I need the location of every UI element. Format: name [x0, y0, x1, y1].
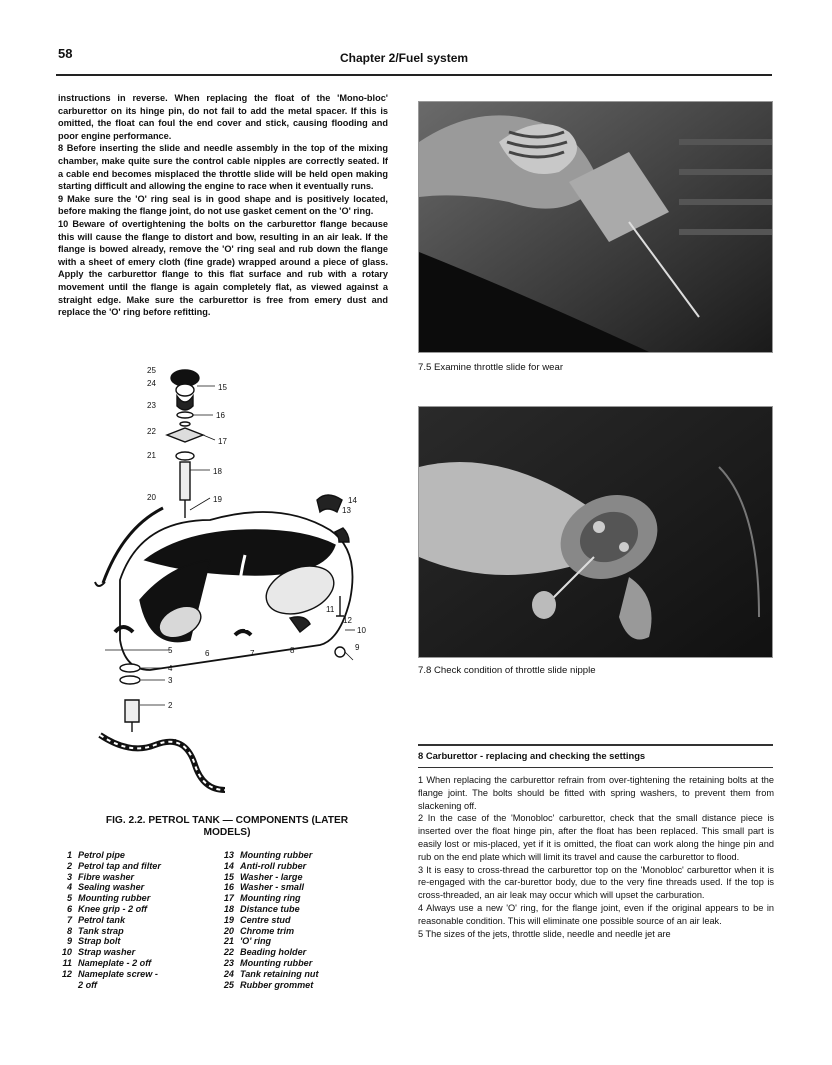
header-rule [56, 74, 772, 76]
legend-item [58, 850, 228, 861]
legend-item [58, 915, 228, 926]
legend-item [220, 861, 390, 872]
washer-small-part [180, 422, 190, 426]
legend-item [220, 915, 390, 926]
legend-label: Tank retaining nut [240, 968, 319, 979]
legend-label: Washer - large [240, 871, 303, 882]
legend-label: Tank strap [78, 925, 124, 936]
legend-label: Beading holder [240, 947, 307, 958]
callout-label: 11 [326, 605, 335, 614]
callout-label: 20 [147, 493, 156, 502]
o-ring-part [176, 452, 194, 460]
legend-number: 7 [66, 914, 72, 925]
paragraph: 3 It is easy to cross-thread the carburettor top on the 'Monobloc' carburettor when it is re-engaged with the car-burettor body, due to the very fine threads used. If the top is cross-threaded, an air leak may occur which will upset the carburation. [418, 864, 774, 901]
figure-title: FIG. 2.2. PETROL TANK — COMPONENTS (LATER MODELS) [105, 815, 349, 838]
paragraph: 1 When replacing the carburettor refrain from over-tightening the retaining bolts at the flange joint. The bolts should be fitted with spring washers, to prevent them from slackening off. [418, 775, 774, 811]
petrol-tank-exploded-diagram [85, 360, 385, 800]
paragraph: 5 The sizes of the jets, throttle slide, needle and needle jet are [418, 928, 671, 939]
distance-tube-part [180, 462, 190, 500]
paragraph: 4 Always use a new 'O' ring, for the flange joint, even if the original appears to be in reasonable condition. This will eliminate one possible source of an air leak. [418, 902, 774, 926]
legend-label: Chrome trim [240, 925, 295, 936]
callout-label: 22 [147, 427, 156, 436]
legend-item [58, 893, 228, 904]
beading-holder-part [167, 428, 203, 442]
page-number: 58 [58, 46, 73, 61]
legend-number: 14 [223, 860, 234, 871]
photo1-caption: 7.5 Examine throttle slide for wear [418, 362, 564, 373]
legend-item [220, 936, 390, 947]
legend-number: 20 [223, 925, 234, 936]
legend-item [220, 947, 390, 958]
legend-item [58, 980, 228, 991]
legend-label: Mounting rubber [240, 957, 313, 968]
callout-label: 4 [168, 664, 173, 673]
figure-legend-left [58, 850, 228, 990]
legend-number: 5 [66, 893, 72, 904]
legend-number: 3 [66, 871, 72, 882]
legend-label: Nameplate screw - [78, 968, 158, 979]
legend-label: Centre stud [240, 914, 291, 925]
legend-item [58, 969, 228, 980]
callout-label: 16 [216, 411, 225, 420]
legend-item [220, 958, 390, 969]
paragraph: 8 Before inserting the slide and needle assembly in the top of the mixing chamber, make quite sure the control cable nipples are correctly seated. If a cable end becomes misplaced the throttle slide will be held open making starting difficult and allowing the engine to race when it eventually runs. [58, 143, 388, 192]
mounting-rubber-part [177, 396, 193, 410]
legend-item [58, 936, 228, 947]
legend-number: 25 [223, 979, 234, 990]
paragraph: 2 In the case of the 'Monobloc' carburettor, check that the small distance piece is inserted over the float hinge pin, after the float has been replaced. This small part is easily lost or mis-placed, yet if it is omitted, the float can work along the hinge pin and rub on the end plate which will limit its travel and cause the carburettor to flood. [418, 813, 774, 862]
legend-item [220, 882, 390, 893]
legend-label: Sealing washer [78, 882, 145, 893]
legend-label: Mounting rubber [78, 893, 151, 904]
legend-label: Washer - small [240, 882, 305, 893]
tank-badge: BSA [245, 622, 265, 632]
section-rule-top [418, 744, 773, 746]
legend-number: 13 [223, 850, 234, 860]
callout-label: 3 [168, 676, 173, 685]
legend-label: Petrol tank [78, 914, 125, 925]
legend-number: 15 [223, 871, 234, 882]
section-heading: 8 Carburettor - replacing and checking the settings [418, 750, 646, 761]
legend-number: 11 [62, 957, 72, 968]
legend-item [220, 872, 390, 883]
callout-label: 15 [218, 383, 227, 392]
callout-label: 5 [168, 646, 173, 655]
paragraph: 9 Make sure the 'O' ring seal is in good shape and is positively located, before making the flange joint, do not use gasket cement on the 'O' ring. [58, 193, 388, 217]
callout-label: 25 [147, 366, 156, 375]
legend-number: 12 [61, 968, 72, 979]
legend-item [58, 861, 228, 872]
retaining-nut-part [176, 384, 194, 396]
legend-label: Mounting rubber [240, 850, 313, 860]
legend-label: Petrol tap and filter [78, 860, 161, 871]
legend-item [220, 893, 390, 904]
washer-large-part [177, 412, 193, 418]
callout-label: 18 [213, 467, 222, 476]
callout-label: 17 [218, 437, 227, 446]
legend-label: Petrol pipe [78, 850, 125, 860]
callout-label: 21 [147, 451, 156, 460]
section8-body-text [418, 774, 774, 940]
legend-item [58, 958, 228, 969]
callout-label: 9 [355, 643, 360, 652]
legend-label: Mounting ring [240, 893, 301, 904]
legend-number: 21 [223, 936, 234, 947]
legend-label: Fibre washer [78, 871, 135, 882]
legend-number: 23 [223, 957, 234, 968]
legend-label: Nameplate - 2 off [78, 957, 152, 968]
legend-item [220, 926, 390, 937]
legend-item [58, 947, 228, 958]
photo-throttle-slide [418, 101, 773, 353]
left-body-text [58, 92, 388, 319]
figure-legend-right [220, 850, 390, 990]
legend-number: 1 [66, 850, 72, 860]
legend-label: Strap bolt [78, 936, 121, 947]
legend-number: 22 [223, 947, 234, 958]
legend-label: Strap washer [78, 947, 136, 958]
legend-label: Distance tube [240, 903, 300, 914]
legend-number: 10 [61, 947, 72, 958]
paragraph: 10 Beware of overtightening the bolts on the carburettor flange because this will cause the flange to distort and bow, resulting in an air leak. If the flange is bowed already, remove the 'O' ring seal and rub down the flange with a sheet of emery cloth (fine grade) wrapped around a piece of glass. Apply the carburettor flange to this flat surface and rub with a rotary movement until the flange is again completely flat, as viewed against a straight edge. Make sure the carburettor is free from emery dust and replace the 'O' ring before refitting. [58, 218, 388, 318]
callout-label: 24 [147, 379, 156, 388]
legend-item [58, 904, 228, 915]
callout-label: 7 [250, 649, 255, 658]
legend-label: Knee grip - 2 off [78, 903, 148, 914]
callout-label: 10 [357, 626, 366, 635]
callout-label: 2 [168, 701, 173, 710]
legend-number: 17 [223, 893, 234, 904]
legend-item [220, 850, 390, 861]
callout-label: 8 [290, 646, 295, 655]
legend-number: 9 [66, 936, 72, 947]
callout-label: 14 [348, 496, 357, 505]
legend-number: 4 [66, 882, 72, 893]
callout-label: 23 [147, 401, 156, 410]
legend-label: Rubber grommet [240, 979, 314, 990]
legend-number: 2 [66, 860, 72, 871]
legend-number: 18 [223, 903, 234, 914]
chapter-title: Chapter 2/Fuel system [340, 51, 469, 65]
legend-number: 19 [223, 914, 234, 925]
legend-item [58, 926, 228, 937]
legend-item [58, 882, 228, 893]
section-rule-bottom [418, 767, 773, 768]
paragraph: instructions in reverse. When replacing the float of the 'Mono-bloc' carburettor on its hinge pin, do not fail to add the metal spacer. If this is omitted, the float can foul the end cover and stick, causing flooding and poor engine performance. [58, 93, 388, 141]
legend-item [220, 904, 390, 915]
legend-number: 8 [66, 925, 72, 936]
legend-label: 'O' ring [240, 936, 272, 947]
photo2-caption: 7.8 Check condition of throttle slide nipple [418, 665, 596, 676]
legend-item [220, 969, 390, 980]
photo-throttle-slide-nipple [418, 406, 773, 658]
callout-label: 13 [342, 506, 351, 515]
legend-number: 6 [66, 903, 72, 914]
legend-item [58, 872, 228, 883]
legend-number: 16 [223, 882, 234, 893]
legend-label: Anti-roll rubber [240, 860, 307, 871]
legend-item [220, 980, 390, 991]
callout-label: 6 [205, 649, 210, 658]
callout-label: 1 [173, 738, 178, 747]
legend-label: 2 off [78, 979, 98, 990]
callout-label: 12 [343, 616, 352, 625]
callout-label: 19 [213, 495, 222, 504]
legend-number: 24 [223, 968, 234, 979]
